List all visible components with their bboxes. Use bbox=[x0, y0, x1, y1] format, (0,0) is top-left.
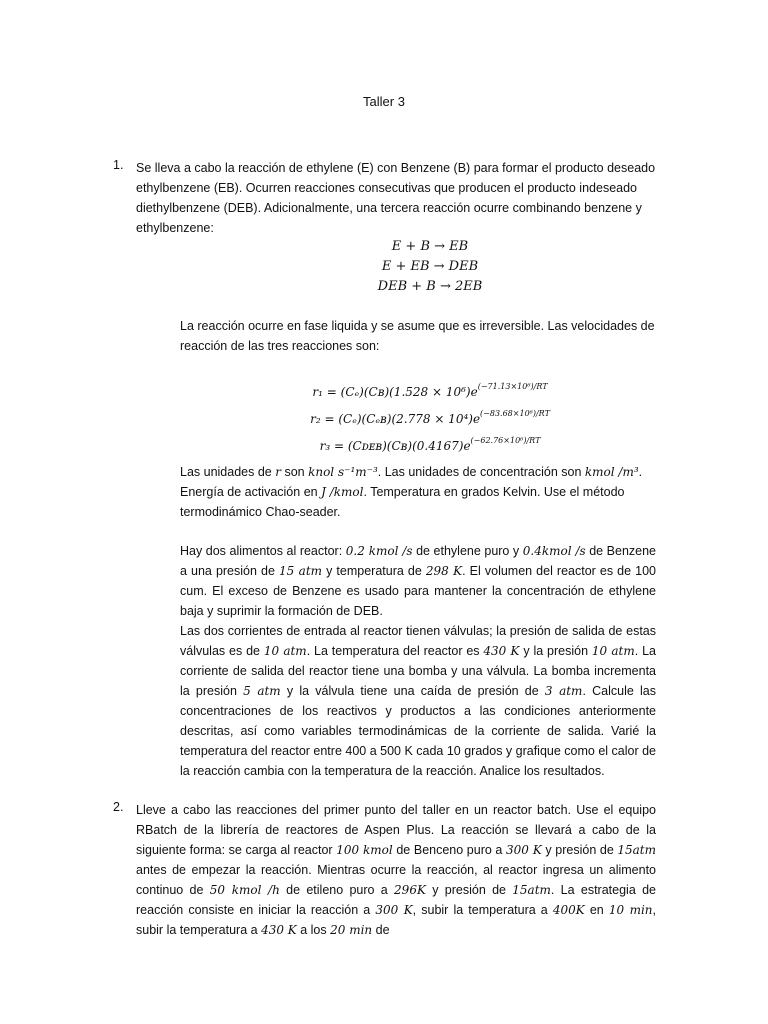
rates-intro: La reacción ocurre en fase liquida y se asume que es irreversible. Las velocidades de reacción de las tres reacciones son: bbox=[180, 319, 655, 353]
item-2-paragraph: Lleve a cabo las reacciones del primer punto del taller en un reactor batch. Use el equipo RBatch de la librería de reactores de Aspen Plus. La reacción se llevará a cabo de la siguiente forma: se carga al reactor 100 kmol de Benceno puro a 300 K y presión de 15atm antes de empezar la reacción. Mientras ocurre la reacción, al reactor ingresa un alimento continuo de 50 kmol /h de etileno puro a 296K y presión de 15atm. La estrategia de reacción consiste en iniciar la reacción a 300 K, subir la temperatura a 400K en 10 min, subir la temperatura a 430 K a los 20 min de bbox=[136, 803, 657, 937]
document-title: Taller 3 bbox=[363, 94, 405, 109]
feed-paragraph: Hay dos alimentos al reactor: 0.2 kmol /s de ethylene puro y 0.4kmol /s de Benzene a una presión de 15 atm y temperatura de 298 K. El volumen del reactor es de 100 cum. El exceso de Benzene es usado para mantener la concentración de ethylene baja y suprimir la formación de DEB. bbox=[180, 544, 657, 618]
rate-equations bbox=[240, 376, 620, 457]
item-2-number: 2. bbox=[113, 800, 124, 814]
reaction-3: DEB + B → 2EB bbox=[377, 279, 483, 294]
reaction-1: E + B → EB bbox=[391, 239, 469, 254]
reaction-equations bbox=[260, 237, 600, 297]
rate-equation-3: $r_3 = (Cᴅᴇʙ)(Cʙ)(0.4167)e^{(-62.76\times 10^6)/RT}$ bbox=[319, 436, 541, 453]
valves-paragraph: Las dos corrientes de entrada al reactor tienen válvulas; la presión de salida de estas válvulas es de 10 atm. La temperatura del reactor es 430 K y la presión 10 atm. La corriente de salida del reactor tiene una bomba y una válvula. La bomba incrementa la presión 5 atm y la válvula tiene una caída de presión de 3 atm. Calcule las concentraciones de los reactivos y productos a las condiciones anteriormente descritas, así como variables termodinámicas de la corriente de salida. Varié la temperatura del reactor entre 400 a 500 K cada 10 grados y grafique como el calor de la reacción cambia con la temperatura de la reacción. Analice los resultados. bbox=[180, 624, 656, 778]
item-1-intro: Se lleva a cabo la reacción de ethylene (E) con Benzene (B) para formar el producto deseado ethylbenzene (EB). Ocurren reacciones consecutivas que producen el producto indeseado diethylbenzene (DEB). Adicionalmente, una tercera reacción ocurre combinando benzene y ethylbenzene: bbox=[136, 161, 656, 235]
rate-equation-2: r₂ = (Cₑ)(Cₑʙ)(2.778 × $10^4)e^{(-83.68\times 10^6)/RT}$ bbox=[310, 409, 550, 426]
rate-equation-1: r₁ = (Cₑ)(Cʙ)(1.528 × $10^6)e^{(-71.13\times 10^6)/RT}$ bbox=[312, 382, 548, 399]
feed-and-valves-paragraph bbox=[180, 541, 656, 781]
item-1-number: 1. bbox=[113, 158, 124, 172]
reaction-2: E + EB → DEB bbox=[381, 259, 479, 274]
units-paragraph: Las unidades de r son knol s⁻¹m⁻³. Las unidades de concentración son kmol /m³. Energía de activación en J /kmol. Temperatura en grados Kelvin. Use el método termodinámico Chao-seader. bbox=[180, 465, 643, 519]
